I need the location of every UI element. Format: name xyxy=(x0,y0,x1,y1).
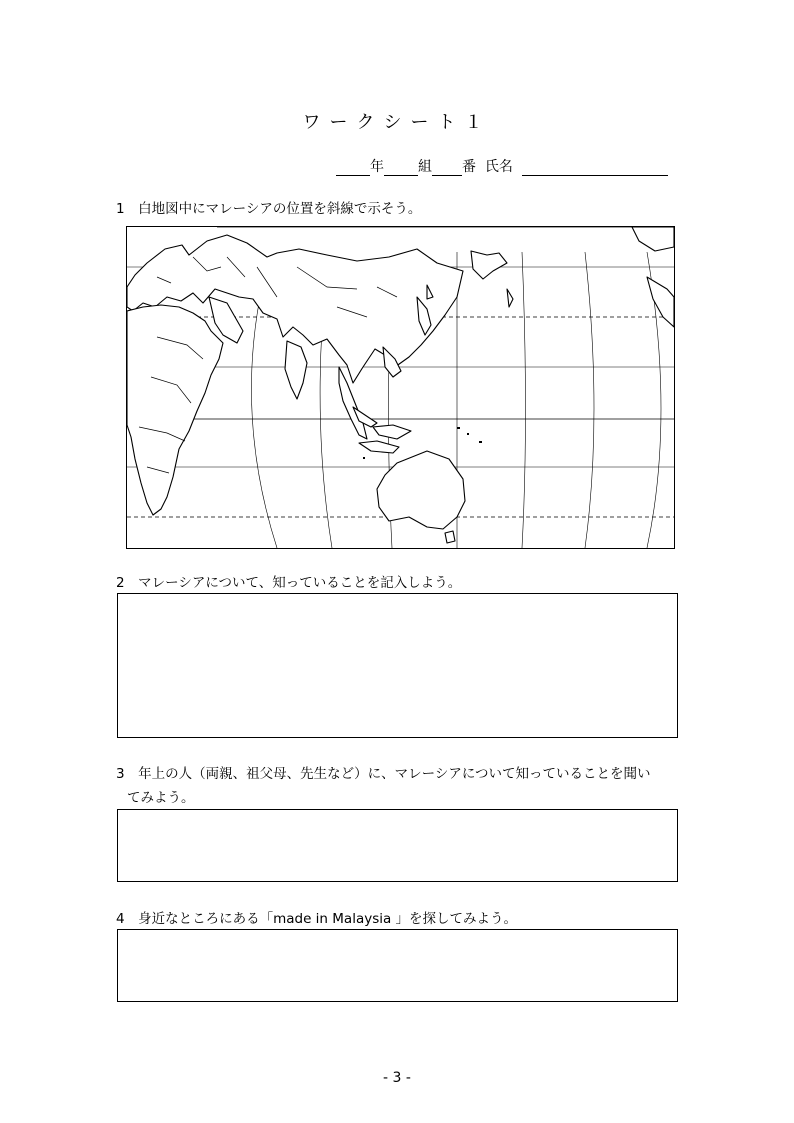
number-blank[interactable] xyxy=(432,161,462,176)
class-blank[interactable] xyxy=(384,161,418,176)
blank-world-map[interactable] xyxy=(126,226,675,549)
name-label: 氏名 xyxy=(484,159,513,175)
answer-box-2[interactable] xyxy=(117,593,678,738)
question-3: 3 年上の人（両親、祖父母、先生など）に、マレーシアについて知っていることを聞い xyxy=(116,766,651,782)
answer-box-3[interactable] xyxy=(117,809,678,882)
number-label: 番 xyxy=(462,159,476,175)
year-blank[interactable] xyxy=(336,161,370,176)
page-number: - 3 - xyxy=(383,1070,411,1086)
question-4: 4 身近なところにある「made in Malaysia 」を探してみよう。 xyxy=(116,911,518,927)
answer-box-4[interactable] xyxy=(117,929,678,1002)
question-2: 2 マレーシアについて、知っていることを記入しよう。 xyxy=(116,575,462,591)
worksheet-title: ワークシート１ xyxy=(302,112,492,133)
question-3-continued: てみよう。 xyxy=(127,790,195,806)
student-info-row xyxy=(336,156,668,176)
class-label: 組 xyxy=(418,159,432,175)
map-drawing xyxy=(127,227,674,548)
name-blank[interactable] xyxy=(522,161,668,176)
year-label: 年 xyxy=(370,159,384,175)
question-1: 1 白地図中にマレーシアの位置を斜線で示そう。 xyxy=(116,201,422,217)
